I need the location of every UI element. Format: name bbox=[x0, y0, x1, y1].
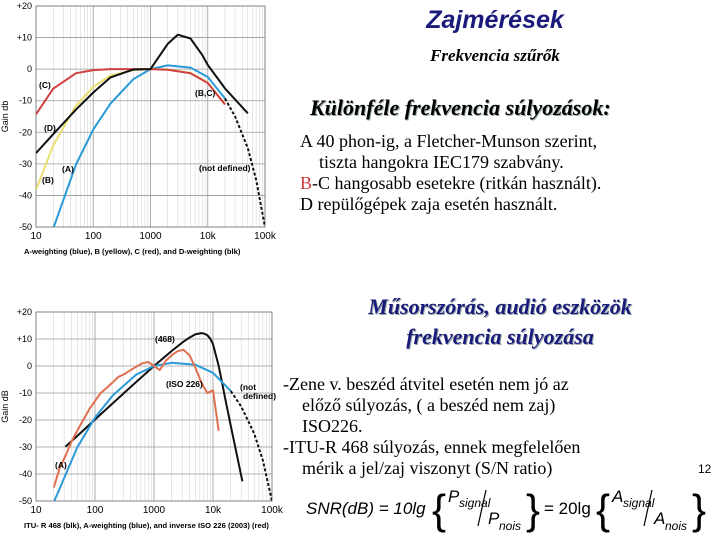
series-annotation: (not bbox=[240, 382, 257, 392]
y-tick-label: -10 bbox=[18, 388, 32, 398]
y-tick-label: -50 bbox=[18, 496, 32, 506]
x-tick-label: 100k bbox=[261, 505, 283, 516]
formula-a-nois: A bbox=[654, 509, 666, 528]
y-tick-label: 0 bbox=[26, 361, 32, 371]
formula-lhs: SNR(dB) = 10lg bbox=[306, 499, 426, 518]
y-tick-label: +20 bbox=[16, 307, 32, 317]
y-tick-label: -30 bbox=[18, 442, 32, 452]
x-tick-label: 1000 bbox=[142, 505, 166, 516]
bullet-a-cont: tiszta hangokra IEC179 szabvány. bbox=[319, 152, 564, 172]
bullet-d: D repülőgépek zaja esetén használt. bbox=[300, 194, 558, 214]
slide-title: Zajmérések bbox=[426, 6, 564, 34]
y-tick-label: -20 bbox=[18, 127, 32, 138]
section-heading-broadcast bbox=[300, 292, 700, 352]
x-tick-label: 100 bbox=[84, 231, 102, 242]
series-annotation: (C) bbox=[39, 80, 51, 90]
broadcast-line-5: mérik a jel/zaj viszonyt (S/N ratio) bbox=[302, 458, 553, 478]
formula-brace-left-2: { bbox=[596, 486, 611, 533]
series-annotation: (A) bbox=[62, 164, 74, 174]
y-tick-label: -30 bbox=[18, 158, 32, 169]
weighting-chart-1 bbox=[0, 0, 285, 270]
series-annotation-cont: defined) bbox=[243, 391, 277, 401]
y-tick-label: -40 bbox=[18, 469, 32, 479]
formula-p-signal-sub: signal bbox=[459, 496, 491, 510]
heading2-line1: Műsorszórás, audió eszközök bbox=[368, 294, 632, 319]
formula-mid: = 20lg bbox=[544, 499, 591, 518]
series-annotation: (A) bbox=[55, 460, 67, 470]
y-tick-label: -50 bbox=[18, 222, 32, 232]
slide-subtitle: Frekvencia szűrők bbox=[430, 46, 560, 65]
snr-formula bbox=[300, 482, 710, 538]
formula-a-signal-sub: signal bbox=[623, 496, 655, 510]
series-annotation: (468) bbox=[155, 334, 175, 344]
bullet-list-weightings bbox=[300, 131, 710, 215]
bullet-bc bbox=[300, 173, 710, 194]
broadcast-line-2: előző súlyozás, ( a beszéd nem zaj) bbox=[302, 395, 556, 415]
x-tick-label: 10 bbox=[30, 505, 42, 516]
y-tick-label: +20 bbox=[16, 1, 32, 11]
series-annotation: (B) bbox=[42, 175, 54, 185]
formula-a-signal: A bbox=[612, 487, 624, 506]
broadcast-line-3: ISO226. bbox=[302, 416, 363, 436]
y-tick-label: +10 bbox=[16, 334, 32, 344]
formula-p-signal: P bbox=[448, 487, 460, 506]
y-tick-label: -40 bbox=[18, 190, 32, 201]
y-axis-label: Gain dB bbox=[0, 390, 10, 423]
formula-p-nois: P bbox=[488, 509, 500, 528]
x-tick-label: 10k bbox=[199, 231, 216, 242]
chart-caption: ITU- R 468 (blk), A-weighting (blue), and inverse ISO 226 (2003) (red) bbox=[24, 521, 269, 530]
formula-a-nois-sub: nois bbox=[665, 519, 688, 533]
formula-brace-left-1: { bbox=[432, 486, 447, 533]
weighting-chart-2 bbox=[0, 300, 285, 540]
x-tick-label: 1000 bbox=[139, 231, 162, 242]
series-annotation: (not defined) bbox=[199, 163, 251, 173]
slide-number: 12 bbox=[698, 462, 712, 476]
broadcast-line-1: -Zene v. beszéd átvitel esetén nem jó az bbox=[283, 374, 569, 394]
formula-brace-right-2: } bbox=[692, 486, 707, 533]
broadcast-text bbox=[283, 374, 693, 479]
x-tick-label: 100 bbox=[86, 505, 104, 516]
x-tick-label: 10k bbox=[204, 505, 222, 516]
y-tick-label: -20 bbox=[18, 415, 32, 425]
x-tick-label: 100k bbox=[254, 231, 276, 242]
formula-p-nois-sub: nois bbox=[499, 519, 522, 533]
series-annotation: (D) bbox=[44, 123, 56, 133]
bullet-a: A 40 phon-ig, a Fletcher-Munson szerint, bbox=[300, 131, 598, 151]
y-tick-label: 0 bbox=[26, 64, 32, 75]
x-tick-label: 10 bbox=[30, 231, 42, 242]
formula-brace-right-1: } bbox=[526, 486, 541, 533]
series-annotation: (ISO 226) bbox=[166, 379, 203, 389]
broadcast-line-4: -ITU-R 468 súlyozás, ennek megfelelően bbox=[283, 437, 581, 457]
series-annotation: (B,C) bbox=[195, 88, 216, 98]
y-tick-label: +10 bbox=[16, 32, 32, 43]
y-axis-label: Gain db bbox=[0, 100, 10, 133]
section-heading-weightings: Különféle frekvencia súlyozások: bbox=[310, 95, 611, 120]
y-tick-label: -10 bbox=[18, 95, 32, 106]
chart-caption: A-weighting (blue), B (yellow), C (red), and D-weighting (blk) bbox=[24, 247, 241, 256]
heading2-line2: frekvencia súlyozása bbox=[406, 324, 594, 349]
bullet-bc-text: -C hangosabb esetekre (ritkán használt). bbox=[312, 173, 602, 193]
bullet-b-letter: B bbox=[300, 173, 313, 193]
